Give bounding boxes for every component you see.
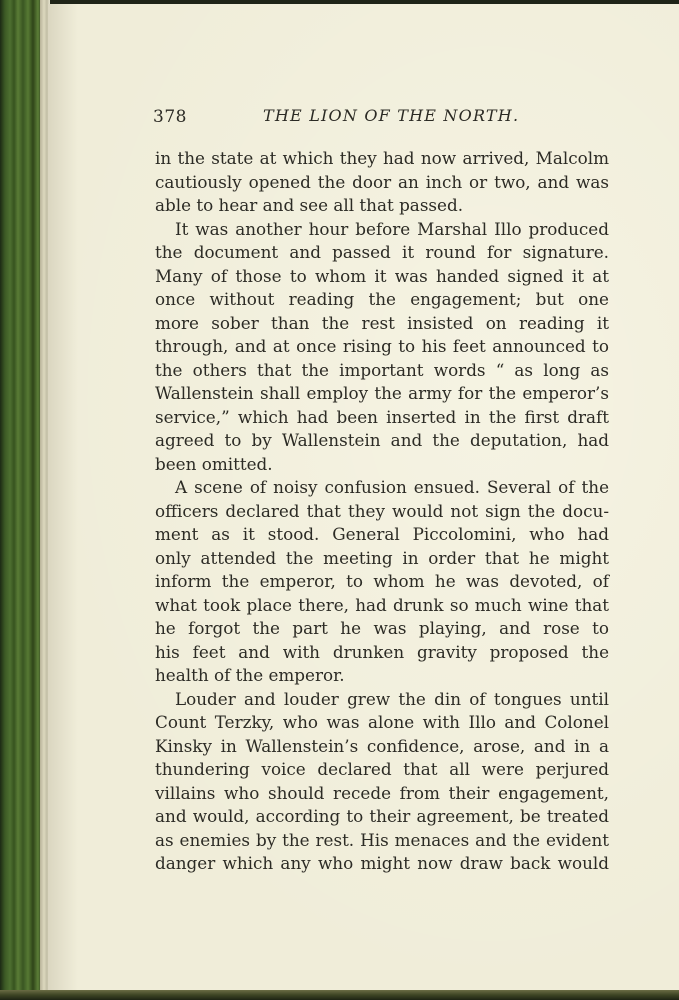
text-line: Louder and louder grew the din of tongues until bbox=[175, 688, 609, 709]
page-number: 378 bbox=[153, 107, 187, 127]
text-line: able to hear and see all that passed. bbox=[155, 195, 464, 215]
text-line: ment as it stood. General Piccolomini, who had bbox=[155, 524, 609, 544]
text-line: Count Terzky, who was alone with Illo and Colonel bbox=[155, 712, 609, 732]
text-line: only attended the meeting in order that he might bbox=[155, 547, 609, 568]
text-line: as enemies by the rest. His menaces and the evident bbox=[155, 829, 609, 850]
text-line: more sober than the rest insisted on reading it bbox=[155, 312, 609, 333]
page-header bbox=[153, 104, 609, 128]
text-line: agreed to by Wallenstein and the deputation, had bbox=[155, 430, 609, 450]
book-bottom-edge bbox=[0, 990, 679, 1000]
text-line: Wallenstein shall employ the army for the emperor’s bbox=[155, 383, 609, 403]
text-line: in the state at which they had now arrived, Malcolm bbox=[155, 148, 609, 168]
text-line: inform the emperor, to whom he was devoted, of bbox=[155, 571, 609, 591]
text-line: danger which any who might now draw back would bbox=[155, 853, 609, 873]
text-line: his feet and with drunken gravity proposed the bbox=[155, 641, 609, 662]
text-line: thundering voice declared that all were perjured bbox=[155, 759, 609, 779]
text-line: through, and at once rising to his feet announced to bbox=[155, 336, 609, 356]
text-line: Kinsky in Wallenstein’s confidence, arose, and in a bbox=[155, 735, 609, 756]
text-line: he forgot the part he was playing, and rose to bbox=[155, 618, 609, 638]
body-text bbox=[155, 147, 609, 876]
book-binding-edge bbox=[0, 0, 42, 1000]
text-line: the others that the important words “ as long as bbox=[155, 359, 609, 380]
text-line: officers declared that they would not sign the docu- bbox=[155, 500, 609, 521]
text-line: and would, according to their agreement, be treated bbox=[155, 806, 609, 826]
text-line: what took place there, had drunk so much wine that bbox=[155, 594, 609, 615]
text-line: It was another hour before Marshal Illo produced bbox=[175, 218, 609, 239]
text-line: cautiously opened the door an inch or two, and was bbox=[155, 171, 609, 192]
text-line: once without reading the engagement; but one bbox=[155, 289, 609, 309]
text-line: villains who should recede from their engagement, bbox=[155, 782, 609, 803]
text-line: service,” which had been inserted in the first draft bbox=[155, 406, 609, 427]
running-title: THE LION OF THE NORTH. bbox=[263, 106, 520, 125]
text-line: been omitted. bbox=[155, 453, 273, 474]
text-line: A scene of noisy confusion ensued. Several of the bbox=[175, 477, 609, 497]
text-line: health of the emperor. bbox=[155, 665, 345, 685]
text-line: Many of those to whom it was handed signed it at bbox=[155, 265, 609, 286]
text-line: the document and passed it round for signature. bbox=[155, 242, 609, 262]
